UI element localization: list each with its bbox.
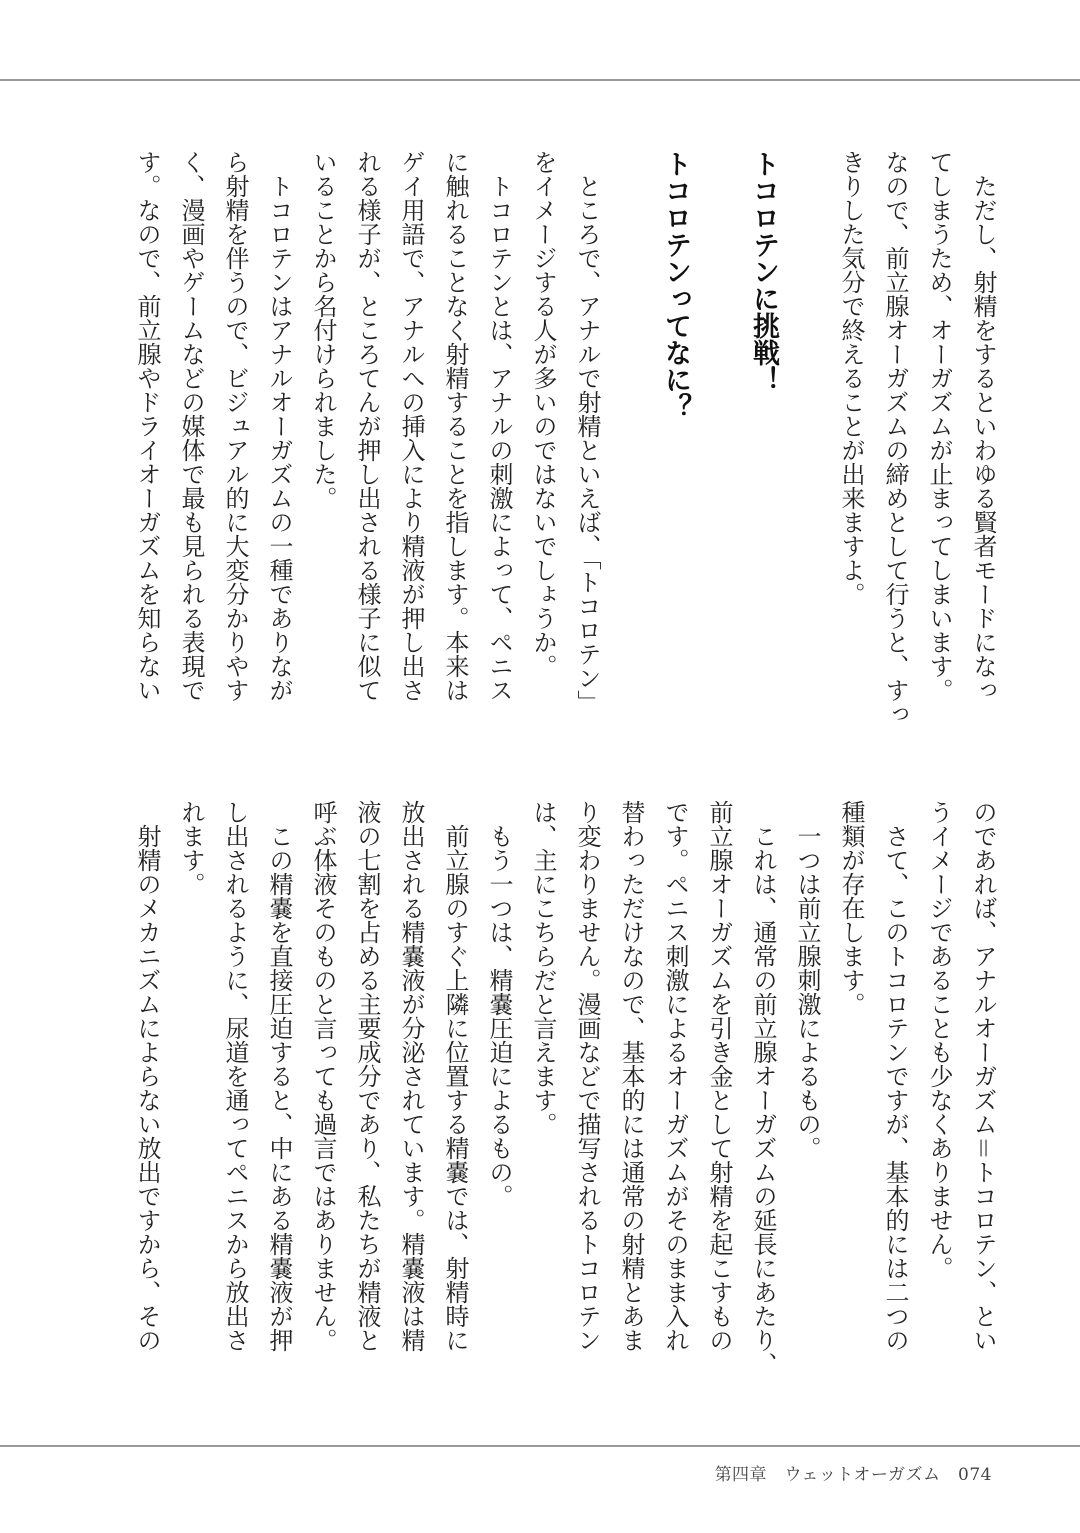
text-line: し出されるように、尿道を通ってペニスから放出さ — [221, 800, 249, 1352]
text-block-upper — [125, 150, 1005, 730]
text-line: り変わりません。漫画などで描写されるトコロテン — [573, 800, 601, 1352]
text-line: に触れることなく射精することを指します。本来は — [441, 150, 469, 702]
text-line: ら射精を伴うので、ビジュアル的に大変分かりやす — [221, 150, 249, 702]
text-line: です。ペニス刺激によるオーガズムがそのまま入れ — [661, 800, 689, 1352]
spacer — [697, 150, 741, 160]
text-line: 前立腺のすぐ上隣に位置する精嚢では、射精時に — [441, 824, 469, 1352]
text-line: いることから名付けられました。 — [309, 150, 337, 510]
text-line: す。なので、前立腺やドライオーガズムを知らない — [133, 150, 161, 702]
text-line: れます。 — [177, 800, 205, 896]
text-line: この精嚢を直接圧迫すると、中にある精嚢液が押 — [265, 824, 293, 1352]
text-line: 前立腺オーガズムを引き金として射精を起こすもの — [705, 800, 733, 1352]
text-line: 射精のメカニズムによらない放出ですから、その — [133, 824, 161, 1352]
text-line: をイメージする人が多いのではないでしょうか。 — [529, 150, 557, 678]
text-line: トコロテンとは、アナルの刺激によって、ペニス — [485, 174, 513, 702]
header-rule — [0, 79, 1080, 81]
text-line: 一つは前立腺刺激によるもの。 — [793, 824, 821, 1160]
text-line: ただし、射精をするといわゆる賢者モードになっ — [969, 174, 997, 702]
text-line: もう一つは、精嚢圧迫によるもの。 — [485, 824, 513, 1208]
text-line: 替わっただけなので、基本的には通常の射精とあま — [617, 800, 645, 1352]
text-line: 種類が存在します。 — [837, 800, 865, 1016]
page-footer — [715, 1460, 992, 1485]
footer-chapter-title: ウェットオーガズム — [784, 1465, 941, 1485]
text-line: これは、通常の前立腺オーガズムの延長にあたり、 — [749, 824, 777, 1376]
footer-rule — [0, 1445, 1080, 1447]
text-line: 呼ぶ体液そのものと言っても過言ではありません。 — [309, 800, 337, 1352]
text-line: 放出される精嚢液が分泌されています。精嚢液は精 — [397, 800, 425, 1352]
footer-chapter: 第四章 — [714, 1465, 768, 1485]
text-line: は、主にこちらだと言えます。 — [529, 800, 557, 1136]
text-line: ところで、アナルで射精といえば、「トコロテン」 — [573, 174, 601, 714]
section-heading: トコロテンってなに？ — [660, 150, 691, 420]
text-block-lower — [125, 800, 1005, 1380]
text-line: なので、前立腺オーガズムの締めとして行うと、すっ — [881, 150, 909, 726]
text-line: きりした気分で終えることが出来ますよ。 — [837, 150, 865, 606]
text-line: のであれば、アナルオーガズム＝トコロテン、とい — [969, 800, 997, 1352]
text-line: 液の七割を占める主要成分であり、私たちが精液と — [353, 800, 381, 1352]
text-line: てしまうため、オーガズムが止まってしまいます。 — [925, 150, 953, 702]
page-number: 074 — [958, 1465, 992, 1485]
text-line: ゲイ用語で、アナルへの挿入により精液が押し出さ — [397, 150, 425, 702]
text-line: く、漫画やゲームなどの媒体で最も見られる表現で — [177, 150, 205, 702]
text-line: うイメージであることも少なくありません。 — [925, 800, 953, 1280]
text-line: さて、このトコロテンですが、基本的には二つの — [881, 824, 909, 1352]
text-line: れる様子が、ところてんが押し出される様子に似て — [353, 150, 381, 702]
text-line: トコロテンはアナルオーガズムの一種でありなが — [265, 174, 293, 702]
spacer — [609, 150, 653, 160]
section-heading: トコロテンに挑戦！ — [748, 150, 779, 393]
spacer — [785, 150, 829, 160]
